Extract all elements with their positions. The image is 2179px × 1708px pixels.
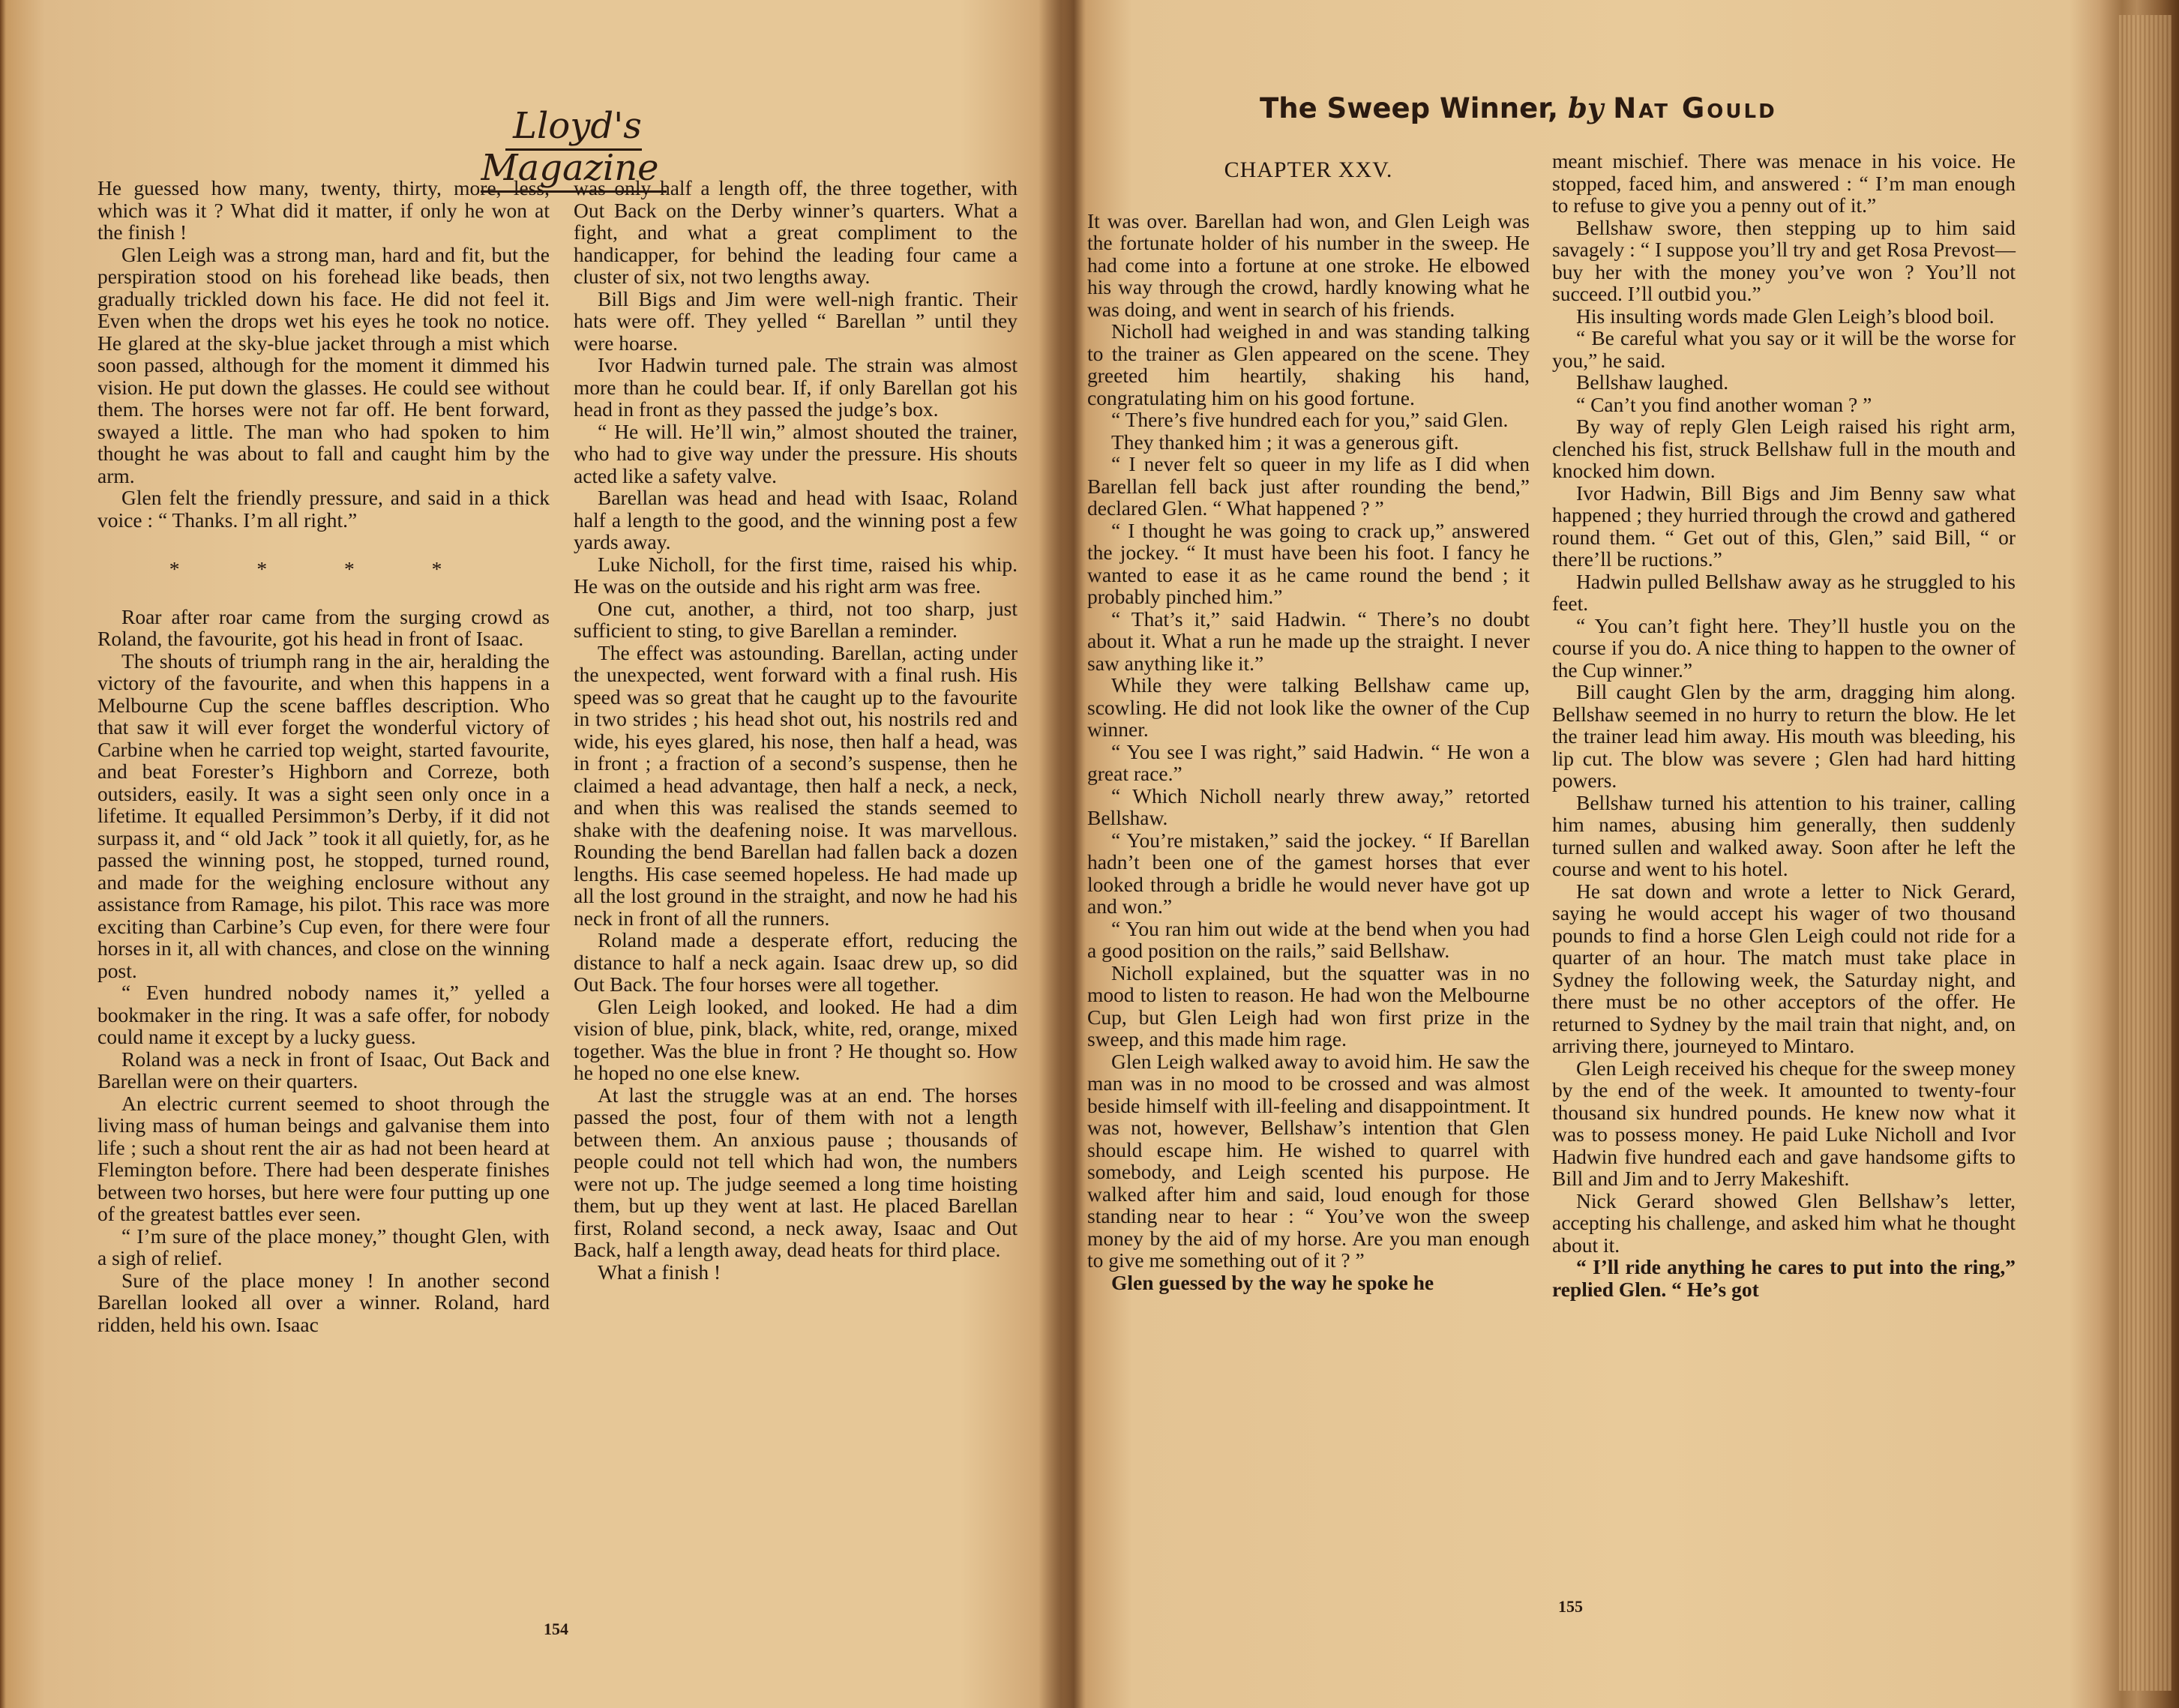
paragraph: “ You see I was right,” said Hadwin. “ He won a great race.”: [1087, 739, 1530, 785]
paragraph: Roland made a desperate effort, reducing the distance to half a neck again. Isaac drew up, so did Out Back. The four horses were all together.: [574, 928, 1018, 996]
page-edges: [2119, 15, 2172, 1691]
paragraph: Bellshaw turned his attention to his trainer, calling him names, abusing him generally, then suddenly turned sullen and walked away. Soon after he left the course and went to his hotel.: [1552, 790, 2016, 880]
running-head: [1260, 91, 1777, 124]
paragraph: It was over. Barellan had won, and Glen Leigh was the fortunate holder of his number in the sweep. He had come into a fortune at one stroke. He elbowed his way through the crowd, hardly knowing what he was doing, and went in search of his friends.: [1087, 208, 1530, 321]
paragraph: Hadwin pulled Bellshaw away as he struggled to his feet.: [1552, 569, 2016, 615]
paragraph: Glen Leigh looked, and looked. He had a dim vision of blue, pink, black, white, red, orange, mixed together. Was the blue in front ? He thought so. How he hoped no one else knew.: [574, 994, 1018, 1084]
paragraph: The effect was astounding. Barellan, acting under the unexpected, went forward with a final rush. His speed was so great that he caught up to the favourite in two strides ; his head shot out, his nostrils red and wide, his eyes glared, his nose, then half a head, was in front ; a fraction of a second’s suspense, then he claimed a head advantage, then half a neck, a neck, and when this was realised the stands seemed to shake with the deafening noise. It was marvellous. Rounding the bend Barellan had fallen back a dozen lengths. His case seemed hopeless. He had made up all the lost ground in the straight, and now he had his neck in front of all the runners.: [574, 640, 1018, 930]
paragraph: “ You’re mistaken,” said the jockey. “ If Barellan hadn’t been one of the gamest horses that ever looked through a bridle he would never have got up and won.”: [1087, 828, 1530, 918]
paragraph: Bellshaw swore, then stepping up to him said savagely : “ I suppose you’ll try and get Rosa Prevost—buy her with the money you’ve won ? You’ll not succeed. I’ll outbid you.”: [1552, 215, 2016, 305]
page-number: 154: [544, 1620, 568, 1638]
paragraph: Ivor Hadwin, Bill Bigs and Jim Benny saw what happened ; they hurried through the crowd and gathered round them. “ Get out of this, Glen,” said Bill, “ or there’ll be ructions.”: [1552, 481, 2016, 571]
paragraph: “ Even hundred nobody names it,” yelled a bookmaker in the ring. It was a safe offer, for nobody could name it except by a lucky guess.: [97, 981, 550, 1048]
paragraph: Nicholl explained, but the squatter was in no mood to listen to reason. He had won the Melbourne Cup, but Glen Leigh had won first prize in the sweep, and this made him rage.: [1087, 960, 1530, 1050]
page-number: 155: [1558, 1597, 1583, 1616]
paragraph: He sat down and wrote a letter to Nick Gerard, saying he would accept his wager of two thousand pounds to find a horse Glen Leigh could not ride for a quarter of an hour. The match must take place in Sydney the following week, the Saturday night, and there must be no other acceptors of the offer. He returned to Sydney by the mail train that night, and, on arriving there, journeyed to Mintaro.: [1552, 879, 2016, 1057]
paragraph: Glen Leigh walked away to avoid him. He saw the man was in no mood to be crossed and was almost beside himself with ill-feeling and disappointment. It was not, however, Bellshaw’s intention that Glen should escape him. He wished to quarrel with somebody, and Leigh scented his purpose. He walked after him and said, loud enough for those standing near to hear : “ You’ve won the sweep money by the aid of my horse. Are you man enough to give me something out of it ? ”: [1087, 1049, 1530, 1272]
left-column-2: [574, 177, 1018, 1283]
paragraph: Bill Bigs and Jim were well-nigh frantic. Their hats were off. They yelled “ Barellan ” until they were hoarse.: [574, 286, 1018, 355]
paragraph: Bellshaw laughed.: [1576, 370, 1729, 394]
paragraph: “ I thought he was going to crack up,” answered the jockey. “ It must have been his foot. I fancy he wanted to ease it as he came round the bend ; it probably pinched him.”: [1087, 518, 1530, 608]
author-name: Nat Gould: [1613, 92, 1777, 124]
paragraph: Bill caught Glen by the arm, dragging him along. Bellshaw seemed in no hurry to return the blow. He let the trainer lead him away. His mouth was bleeding, his lip cut. The blow was severe ; Glen had hard hitting powers.: [1552, 680, 2016, 792]
paragraph: Glen guessed by the way he spoke he: [1111, 1270, 1434, 1294]
paragraph: Glen felt the friendly pressure, and said in a thick voice : “ Thanks. I’m all right.”: [97, 486, 550, 532]
paragraph: Roland was a neck in front of Isaac, Out Back and Barellan were on their quarters.: [97, 1047, 550, 1092]
paragraph: was only half a length off, the three together, with Out Back on the Derby winner’s quarters. What a fight, and what a great compliment to the handicapper, for behind the leading four came a cluster of six, not two lengths away.: [574, 176, 1018, 288]
right-column-2: [1552, 150, 2016, 1300]
paragraph: By way of reply Glen Leigh raised his right arm, clenched his fist, struck Bellshaw full in the mouth and knocked him down.: [1552, 415, 2016, 482]
paragraph: An electric current seemed to shoot through the living mass of human beings and galvanise them into life ; such a shout rent the air as had not been heard at Flemington before. There had been desperate finishes between two horses, but here were four putting up one of the greatest battles ever seen.: [97, 1091, 550, 1225]
paragraph: “ Which Nicholl nearly threw away,” retorted Bellshaw.: [1087, 784, 1530, 829]
paragraph: What a finish !: [598, 1260, 721, 1284]
story-title: The Sweep Winner,: [1260, 92, 1559, 124]
byline-by: by: [1567, 91, 1604, 124]
paragraph: Luke Nicholl, for the first time, raised his whip. He was on the outside and his right arm was free.: [574, 552, 1018, 598]
paragraph: “ There’s five hundred each for you,” said Glen.: [1111, 408, 1509, 431]
paragraph: At last the struggle was at an end. The horses passed the post, four of them with not a length between them. An anxious pause ; thousands of people could not tell which had won, the numbers were not up. The judge seemed a long time hoisting them, but up they went at last. He placed Barellan first, Roland second, a neck away, Isaac and Out Back, half a length away, dead heats for third place.: [574, 1083, 1018, 1261]
paragraph: “ I never felt so queer in my life as I did when Barellan fell back just after rounding the bend,” declared Glen. “ What happened ? ”: [1087, 452, 1530, 520]
paragraph: “ I’ll ride anything he cares to put into the ring,” replied Glen. “ He’s got: [1552, 1255, 2016, 1301]
paragraph: The shouts of triumph rang in the air, heralding the victory of the favourite, and when this happens in a Melbourne Cup the scene baffles description. Who that saw it will ever forget the wonderful victory of Carbine when he carried top weight, started favourite, and beat Forester’s Highborn and Correze, both outsiders, easily. It was a sight seen only once in a lifetime. It equalled Persimmon’s Derby, if it did not surpass it, and “ old Jack ” took it all quietly, for, as he passed the winning post, he stopped, turned round, and made for the weighing enclosure without any assistance from Ramage, his pilot. This race was more exciting than Carbine’s Cup even, for there were four horses in it, all with chances, and close on the winning post.: [97, 649, 550, 982]
right-page: [1072, 0, 2122, 1708]
paragraph: Glen Leigh received his cheque for the sweep money by the end of the week. It amounted to twenty-four thousand six hundred pounds. He knew now what it was to possess money. He paid Luke Nicholl and Ivor Hadwin five hundred each and gave handsome gifts to Bill and Jim and to Jerry Makeshift.: [1552, 1056, 2016, 1190]
paragraph: “ That’s it,” said Hadwin. “ There’s no doubt about it. What a run he made up the straight. I never saw anything like it.”: [1087, 607, 1530, 675]
paragraph: One cut, another, a third, not too sharp, just sufficient to sting, to give Barellan a reminder.: [574, 596, 1018, 642]
paragraph: Nick Gerard showed Glen Bellshaw’s letter, accepting his challenge, and asked him what he thought about it.: [1552, 1188, 2016, 1257]
paragraph: Glen Leigh was a strong man, hard and fit, but the perspiration stood on his forehead like beads, then gradually trickled down his face. He did not feel it. Even when the drops wet his eyes he took no notice. He glared at the sky-blue jacket through a mist which soon passed, although for the moment it dimmed his vision. He put down the glasses. He could see without them. The horses were not far off. He bent forward, swayed a little. The man who had spoken to him thought he was about to fall and caught him by the arm.: [97, 242, 550, 487]
paragraph: He guessed how many, twenty, thirty, more, less, which was it ? What did it matter, if only he won at the finish !: [97, 176, 550, 244]
paragraph: Ivor Hadwin turned pale. The strain was almost more than he could bear. If, if only Barellan got his head in front as they passed the judge’s box.: [574, 353, 1018, 421]
chapter-heading: CHAPTER XXV.: [1224, 157, 1393, 182]
paragraph: Nicholl had weighed in and was standing talking to the trainer as Glen appeared on the scene. They greeted him heartily, shaking his hand, congratulating him on his good fortune.: [1087, 319, 1530, 409]
paragraph: “ Be careful what you say or it will be the worse for you,” he said.: [1552, 326, 2016, 372]
magazine-masthead: Lloyd's Magazine: [439, 105, 709, 165]
paragraph: “ I’m sure of the place money,” thought Glen, with a sigh of relief.: [97, 1224, 550, 1269]
paragraph: “ You ran him out wide at the bend when you had a good position on the rails,” said Bellshaw.: [1087, 916, 1530, 962]
paragraph: “ He will. He’ll win,” almost shouted the trainer, who had to give way under the pressure. His shouts acted like a safety valve.: [574, 419, 1018, 487]
paragraph: While they were talking Bellshaw came up, scowling. He did not look like the owner of the Cup winner.: [1087, 673, 1530, 741]
paragraph: “ Can’t you find another woman ? ”: [1576, 392, 1872, 416]
paragraph: His insulting words made Glen Leigh’s blood boil.: [1576, 304, 1995, 328]
paragraph: Barellan was head and head with Isaac, Roland half a length to the good, and the winning post a few yards away.: [574, 486, 1018, 553]
paragraph: meant mischief. There was menace in his voice. He stopped, faced him, and answered : “ I’m man enough to refuse to give you a penny out of it.”: [1552, 149, 2016, 217]
section-break: * * * *: [169, 557, 478, 580]
paragraph: They thanked him ; it was a generous gift.: [1111, 430, 1459, 454]
left-column-1: [97, 177, 550, 1335]
paragraph: “ You can’t fight here. They’ll hustle you on the course if you do. A nice thing to happen to the owner of the Cup winner.”: [1552, 613, 2016, 682]
left-page: [0, 0, 1050, 1708]
right-column-1: [1087, 157, 1530, 1294]
paragraph: Sure of the place money ! In another second Barellan looked all over a winner. Roland, hard ridden, held his own. Isaac: [97, 1268, 550, 1336]
paragraph: Roar after roar came from the surging crowd as Roland, the favourite, got his head in front of Isaac.: [97, 604, 550, 650]
